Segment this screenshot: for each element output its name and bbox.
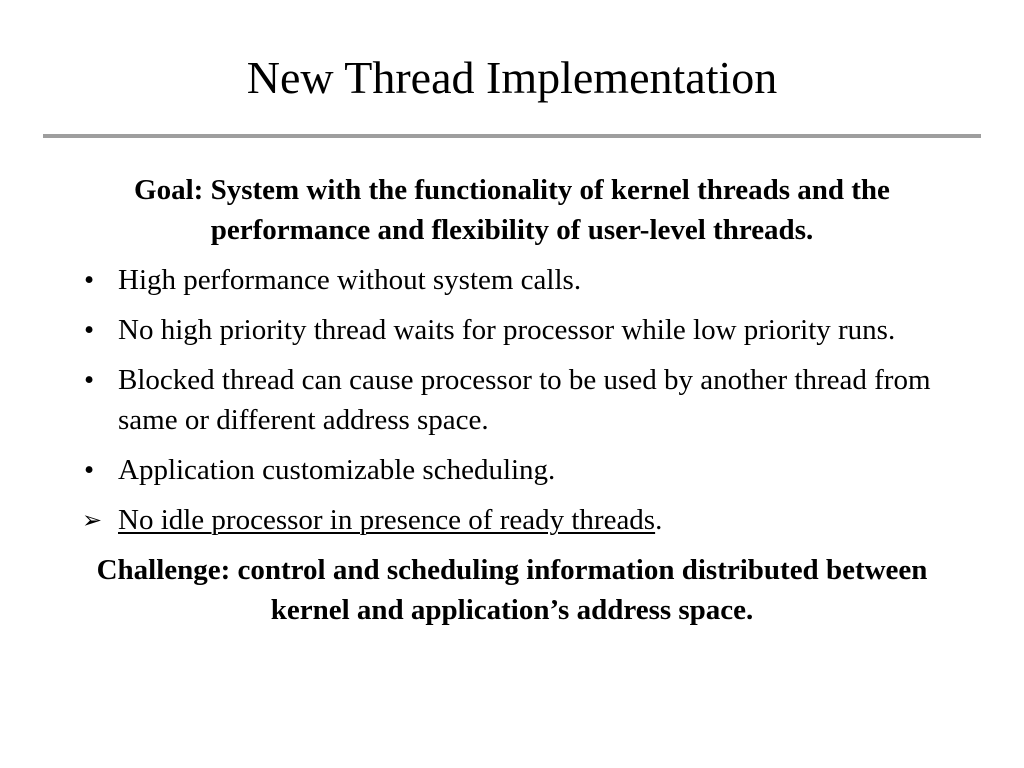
arrow-bullet-underlined-text: No idle processor in presence of ready threads <box>118 504 656 536</box>
bullet-dot-icon: • <box>84 364 95 396</box>
arrow-bullet-item <box>72 500 952 540</box>
bullet-dot-icon: • <box>84 314 95 346</box>
arrow-bullet-trailing-text: . <box>655 504 663 536</box>
challenge-statement: Challenge: control and scheduling information distributed between kernel and application’s address space. <box>96 554 928 626</box>
bullet-item <box>72 450 952 490</box>
bullet-dot-icon: • <box>84 454 95 486</box>
bullet-text: High performance without system calls. <box>118 264 582 296</box>
slide-body <box>72 170 952 630</box>
bullet-text: Application customizable scheduling. <box>118 454 556 486</box>
bullet-item <box>72 260 952 300</box>
bullet-item <box>72 310 952 350</box>
title-divider <box>43 134 981 138</box>
slide-title: New Thread Implementation <box>246 52 778 103</box>
arrow-bullet-icon: ➢ <box>82 506 103 534</box>
bullet-text: No high priority thread waits for processor while low priority runs. <box>118 314 896 346</box>
goal-statement: Goal: System with the functionality of kernel threads and the performance and flexibility of user-level threads. <box>134 174 890 246</box>
bullet-item <box>72 360 952 440</box>
bullet-dot-icon: • <box>84 264 95 296</box>
bullet-text: Blocked thread can cause processor to be used by another thread from same or different address space. <box>118 364 931 436</box>
